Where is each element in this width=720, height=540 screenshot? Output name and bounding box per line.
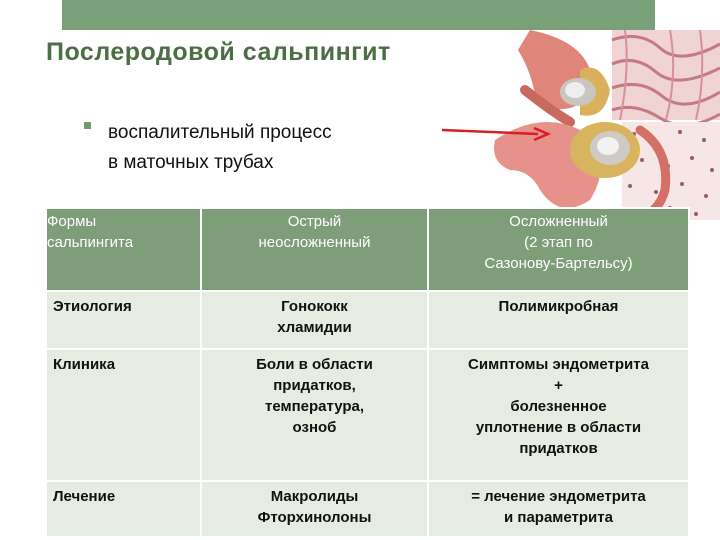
bullet-text bbox=[108, 118, 428, 178]
table-row-etiology bbox=[46, 291, 689, 349]
cell-line: болезненное bbox=[510, 398, 607, 415]
cell-line: = лечение эндометрита bbox=[471, 488, 646, 505]
row-label: Этиология bbox=[46, 291, 201, 349]
table-header-row bbox=[46, 208, 689, 291]
row-label: Лечение bbox=[46, 481, 201, 537]
cell-line: Гонококк bbox=[281, 298, 348, 315]
bullet-line: в маточных трубах bbox=[108, 152, 274, 173]
cell-line: и параметрита bbox=[504, 509, 613, 526]
header-line: сальпингита bbox=[47, 234, 134, 251]
cell-acute bbox=[201, 481, 428, 537]
top-accent-bar bbox=[62, 0, 655, 30]
cell-line: Симптомы эндометрита bbox=[468, 356, 649, 373]
header-complicated bbox=[428, 208, 689, 291]
cell-line: придатков bbox=[519, 440, 598, 457]
header-line: Осложненный bbox=[509, 213, 608, 230]
cell-line: + bbox=[554, 377, 563, 394]
slide-title: Послеродовой сальпингит bbox=[46, 38, 391, 66]
cell-complicated bbox=[428, 481, 689, 537]
cell-line: придатков, bbox=[273, 377, 356, 394]
header-forms bbox=[46, 208, 201, 291]
header-line: (2 этап по bbox=[524, 234, 593, 251]
cell-acute bbox=[201, 349, 428, 481]
cell-complicated bbox=[428, 291, 689, 349]
cell-line: Полимикробная bbox=[498, 298, 619, 315]
anatomy-illustration bbox=[430, 30, 720, 220]
table-row-clinic bbox=[46, 349, 689, 481]
cell-line: температура, bbox=[264, 398, 365, 415]
header-acute bbox=[201, 208, 428, 291]
cell-line: уплотнение в области bbox=[475, 419, 642, 436]
header-line: Острый bbox=[287, 213, 342, 230]
table-row-treatment bbox=[46, 481, 689, 537]
cell-acute bbox=[201, 291, 428, 349]
cell-line: хламидии bbox=[277, 319, 352, 336]
cell-line: Макролиды bbox=[270, 488, 359, 505]
cell-complicated bbox=[428, 349, 689, 481]
header-line: неосложненный bbox=[258, 234, 371, 251]
bullet-line: воспалительный процесс bbox=[108, 122, 332, 143]
row-label: Клиника bbox=[46, 349, 201, 481]
bullet-square-icon bbox=[84, 122, 91, 129]
header-line: Формы bbox=[47, 213, 97, 230]
header-line: Сазонову-Бартельсу) bbox=[484, 255, 633, 272]
cell-line: Боли в области bbox=[256, 356, 373, 373]
salpingitis-table bbox=[45, 207, 690, 538]
cell-line: озноб bbox=[292, 419, 337, 436]
cell-line: Фторхинолоны bbox=[257, 509, 372, 526]
